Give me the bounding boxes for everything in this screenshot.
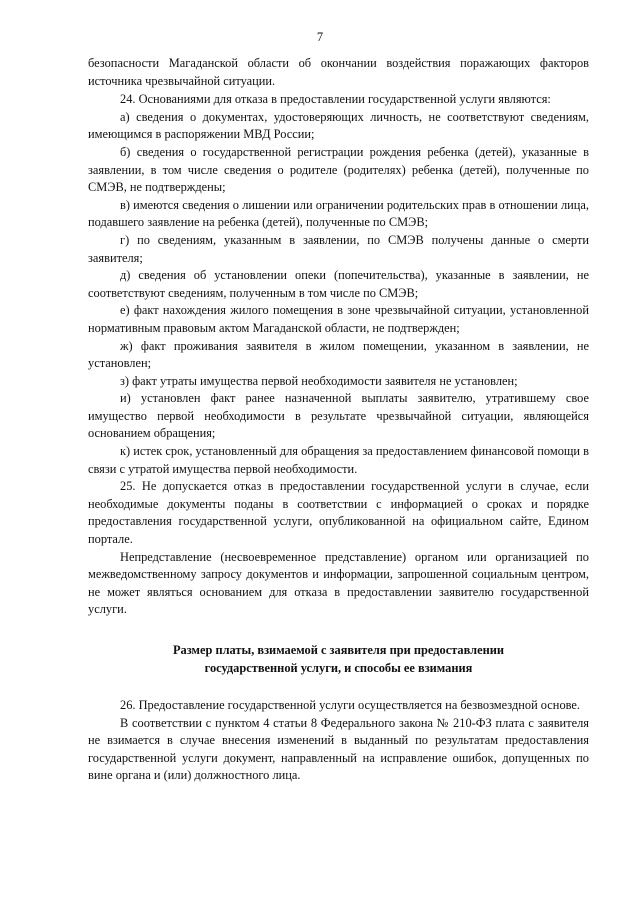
section-heading-line-2: государственной услуги, и способы ее взимания bbox=[204, 661, 473, 675]
paragraph-25-note: Непредставление (несвоевременное представление) органом или организацией по межведомственному запросу документов и информации, запрошенной социальным центром, не может являться основанием для отказа в предоставлении заявителю государственной услуги. bbox=[88, 549, 589, 617]
paragraph-24: 24. Основаниями для отказа в предоставлении государственной услуги являются: bbox=[120, 92, 551, 107]
document-body bbox=[88, 55, 589, 785]
paragraph-26-note: В соответствии с пунктом 4 статьи 8 Федерального закона № 210-ФЗ плата с заявителя не взимается в случае внесения изменений в выданный по результатам предоставления государственной услуги документ, направленный на исправление ошибок, допущенных по вине органа и (или) должностного лица. bbox=[88, 715, 589, 783]
list-item-a: а) сведения о документах, удостоверяющих личность, не соответствуют сведениям, имеющимся в распоряжении МВД России; bbox=[88, 109, 589, 142]
list-item-d: д) сведения об установлении опеки (попечительства), указанные в заявлении, не соответствуют сведениям, полученным в том числе по СМЭВ; bbox=[88, 268, 589, 300]
page-number: 7 bbox=[316, 30, 324, 44]
list-item-zh: ж) факт проживания заявителя в жилом помещении, указанном в заявлении, не установлен; bbox=[88, 338, 589, 371]
list-item-v: в) имеются сведения о лишении или ограничении родительских прав в отношении лица, подавшего заявление на ребенка (детей), полученные по СМЭВ; bbox=[88, 197, 589, 230]
list-item-e: е) факт нахождения жилого помещения в зоне чрезвычайной ситуации, установленной нормативным правовым актом Магаданской области, не подтвержден; bbox=[88, 303, 589, 335]
section-heading bbox=[88, 641, 589, 677]
list-item-g: г) по сведениям, указанным в заявлении, по СМЭВ получены данные о смерти заявителя; bbox=[88, 232, 589, 265]
section-heading-line-1: Размер платы, взимаемой с заявителя при предоставлении bbox=[172, 643, 505, 657]
paragraph-continuation: безопасности Магаданской области об окончании воздействия поражающих факторов источника чрезвычайной ситуации. bbox=[88, 56, 589, 88]
paragraph-26: 26. Предоставление государственной услуги осуществляется на безвозмездной основе. bbox=[120, 698, 581, 712]
list-item-k: к) истек срок, установленный для обращения за предоставлением финансовой помощи в связи с утратой имущества первой необходимости. bbox=[88, 444, 590, 476]
paragraph-25: 25. Не допускается отказ в предоставлении государственной услуги в случае, если необходимые документы поданы в соответствии с информацией о сроках и порядке предоставления государственной услуги, опубликованной на официальном сайте, Едином портале. bbox=[88, 479, 589, 547]
list-item-z: з) факт утраты имущества первой необходимости заявителя не установлен; bbox=[120, 373, 518, 388]
list-item-b: б) сведения о государственной регистрации рождения ребенка (детей), указанные в заявлении, в том числе сведения о родителе (родителях) ребенка (детей), полученные по СМЭВ, не подтверждены; bbox=[88, 144, 589, 195]
list-item-i: и) установлен факт ранее назначенной выплаты заявителю, утратившему свое имущество первой необходимости в результате чрезвычайной ситуации, являющейся основанием обращения; bbox=[88, 391, 589, 441]
